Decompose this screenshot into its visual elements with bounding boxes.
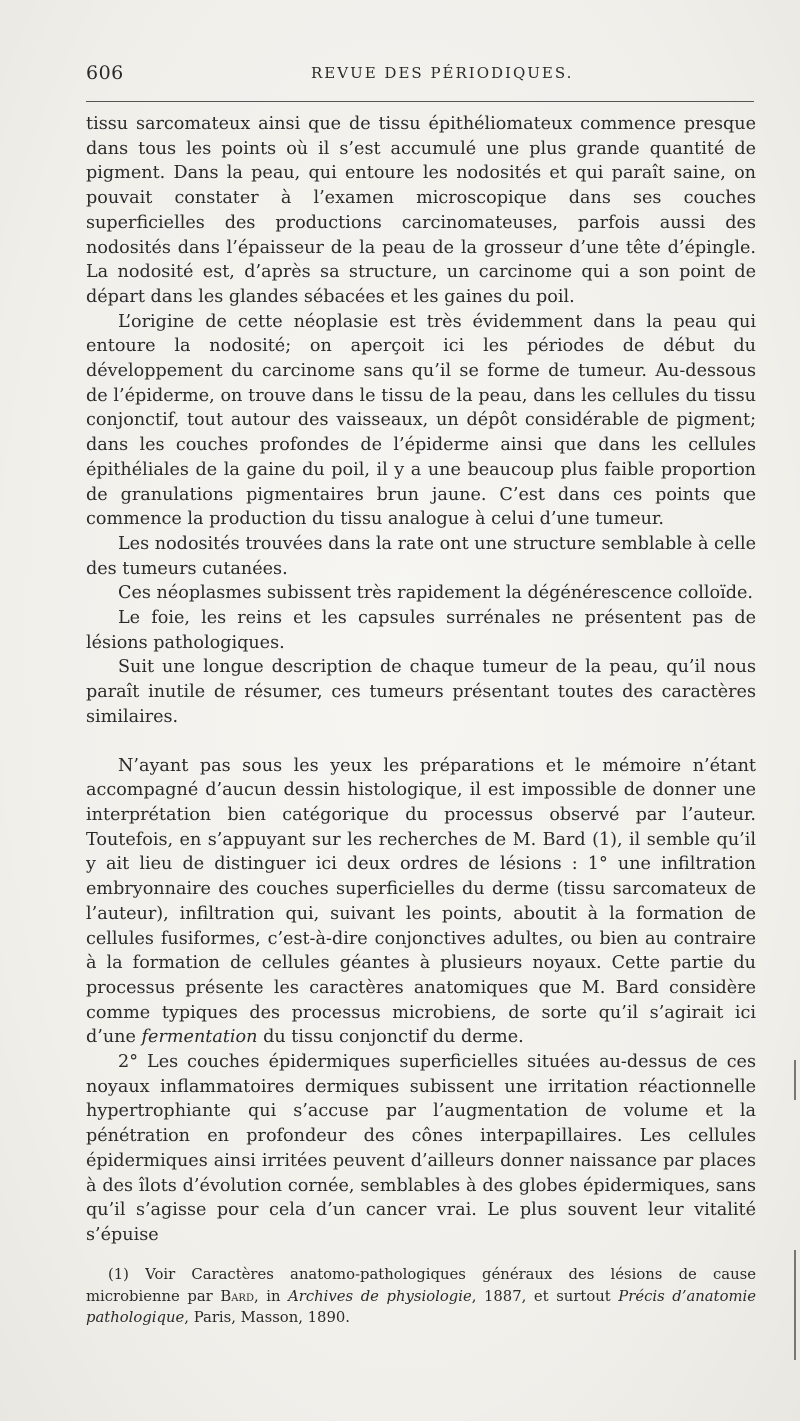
header-rule <box>86 101 754 102</box>
footnote-part: , 1887, et surtout <box>471 1287 619 1305</box>
body-text <box>86 112 756 1248</box>
page-header <box>86 62 756 88</box>
footnote-author: Bard <box>220 1287 254 1305</box>
paragraph: L’origine de cette néoplasie est très évidemment dans la peau qui entoure la nodosité; on aperçoit ici les périodes de début du développement du carcinome sans qu’il se forme de tumeur. Au-dessous de l’épiderme, on trouve dans le tissu de la peau, dans les cellules du tissu conjonctif, tout autour des vaisseaux, un dépôt considérable de pigment; dans les couches profondes de l’épiderme ainsi que dans les cellules épithéliales de la gaine du poil, il y a une beaucoup plus faible proportion de granulations pigmentaires brun jaune. C’est dans ces points que commence la production du tissu analogue à celui d’une tumeur. <box>86 311 756 530</box>
running-title: REVUE DES PÉRIODIQUES. <box>311 64 574 82</box>
footnote-text <box>86 1264 756 1329</box>
commentary-text: N’ayant pas sous les yeux les préparations et le mémoire n’étant accompagné d’aucun dessin histologique, il est impossible de donner une interprétation bien catégorique du processus observé par l’auteur. Toutefois, en s’appuyant sur les recherches de M. Bard (1), il semble qu’il y ait lieu de distinguer ici deux ordres de lésions : 1° une infiltration embryonnaire des couches superficielles du derme (tissu sarcomateux de l’auteur), infiltration qui, suivant les points, aboutit à la formation de cellules fusiformes, c’est-à-dire conjonctives adultes, ou bien au contraire à la formation de cellules géantes à plusieurs noyaux. Cette partie du processus présente les caractères anatomiques que M. Bard considère comme typiques des processus microbiens, de sorte qu’il s’agirait ici d’une <box>86 755 756 1048</box>
page-edge-mark <box>794 1250 796 1360</box>
footnote-part: , Paris, Masson, 1890. <box>184 1309 350 1326</box>
paragraph: 2° Les couches épidermiques superficielles situées au-dessus de ces noyaux inflammatoires dermiques subissent une irritation réactionnelle hypertrophiante qui s’accuse par l’augmentation de volume et la pénétration en profondeur des cônes interpapillaires. Les cellules épidermiques ainsi irritées peuvent d’ailleurs donner naissance par places à des îlots d’évolution cornée, semblables à des globes épidermiques, sans qu’il s’agisse pour cela d’un cancer vrai. Le plus souvent leur vitalité s’épuise <box>86 1052 756 1245</box>
paragraph: Suit une longue description de chaque tumeur de la peau, qu’il nous paraît inutile de résumer, ces tumeurs présentant toutes des caractères similaires. <box>86 657 756 727</box>
commentary-text-end: du tissu conjonctif du derme. <box>257 1027 524 1048</box>
paragraph: Le foie, les reins et les capsules surrénales ne présentent pas de lésions pathologiques. <box>86 608 756 653</box>
footnote <box>86 1264 756 1329</box>
footnote-book: Précis d’anatomie pathologique <box>86 1287 756 1326</box>
emphasis-fermentation: fermentation <box>141 1027 258 1048</box>
footnote-part: (1) Voir Caractères anatomo-pathologiques généraux des lésions de cause microbienne par <box>86 1266 756 1305</box>
paragraph-continued: tissu sarcomateux ainsi que de tissu épithéliomateux commence presque dans tous les points où il s’est accumulé une plus grande quantité de pigment. Dans la peau, qui entoure les nodosités et qui paraît saine, on pouvait constater à l’examen microscopique dans ses couches superficielles des productions carcinomateuses, parfois aussi des nodosités dans l’épaisseur de la peau de la grosseur d’une tête d’épingle. La nodosité est, d’après sa structure, un carcinome qui a son point de départ dans les glandes sébacées et les gaines du poil. <box>86 114 756 307</box>
page-edge-mark <box>794 1060 796 1100</box>
paragraph: Les nodosités trouvées dans la rate ont une structure semblable à celle des tumeurs cutanées. <box>86 533 756 579</box>
commentary-paragraph <box>86 754 756 1050</box>
paragraph: Ces néoplasmes subissent très rapidement la dégénérescence colloïde. <box>118 583 754 604</box>
page-number: 606 <box>86 62 124 84</box>
footnote-part: , in <box>253 1287 289 1305</box>
footnote-journal: Archives de physiologie <box>288 1287 472 1305</box>
